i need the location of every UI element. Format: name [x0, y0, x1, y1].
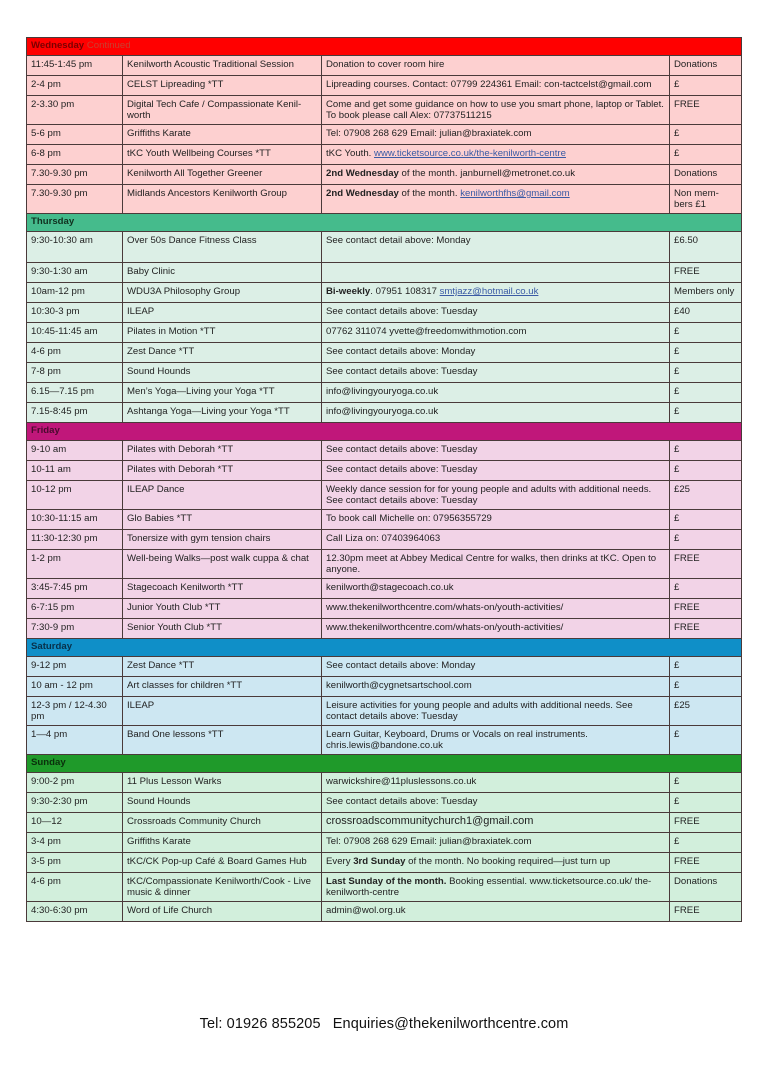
- time-cell: 4:30-6:30 pm: [27, 902, 123, 922]
- details-cell: [322, 510, 670, 530]
- price-cell: £: [670, 657, 742, 677]
- details-cell: [322, 323, 670, 343]
- price-cell: £: [670, 441, 742, 461]
- details-text: To book call Michelle on: 07956355729: [326, 513, 492, 524]
- day-header-cell: [27, 639, 742, 657]
- day-suffix: Continued: [86, 40, 131, 51]
- table-row: [27, 550, 742, 579]
- details-cell: [322, 550, 670, 579]
- details-text: crossroadscommunitychurch1@gmail.com: [326, 815, 534, 827]
- details-text: Last Sunday of the month.: [326, 876, 447, 887]
- details-cell: [322, 343, 670, 363]
- table-row: [27, 697, 742, 726]
- day-header-cell: [27, 423, 742, 441]
- time-cell: 9:30-10:30 am: [27, 232, 123, 263]
- price-cell: £: [670, 530, 742, 550]
- activity-cell: Sound Hounds: [123, 793, 322, 813]
- table-row: [27, 813, 742, 833]
- time-cell: 3:45-7:45 pm: [27, 579, 123, 599]
- details-link[interactable]: kenilworthfhs@gmail.com: [460, 188, 570, 199]
- table-row: [27, 873, 742, 902]
- details-text: Come and get some guidance on how to use you smart phone, laptop or Tablet. To book please call Alex: 07737511215: [326, 99, 664, 121]
- activity-cell: Over 50s Dance Fitness Class: [123, 232, 322, 263]
- table-row: [27, 283, 742, 303]
- activity-cell: Sound Hounds: [123, 363, 322, 383]
- table-row: [27, 793, 742, 813]
- details-text: info@livingyouryoga.co.uk: [326, 406, 439, 417]
- details-link[interactable]: smtjazz@hotmail.co.uk: [439, 286, 539, 297]
- table-row: [27, 232, 742, 263]
- table-row: [27, 125, 742, 145]
- table-row: [27, 56, 742, 76]
- details-cell: [322, 383, 670, 403]
- time-cell: 6.15—7.15 pm: [27, 383, 123, 403]
- table-row: [27, 165, 742, 185]
- activity-cell: Digital Tech Cafe / Compassionate Kenil-worth: [123, 96, 322, 125]
- details-cell: [322, 657, 670, 677]
- table-row: [27, 773, 742, 793]
- schedule-body: [27, 38, 742, 922]
- day-name: Wednesday: [31, 40, 85, 51]
- details-text: Every: [326, 856, 354, 867]
- price-cell: £40: [670, 303, 742, 323]
- time-cell: 7.15-8:45 pm: [27, 403, 123, 423]
- time-cell: 9:30-1:30 am: [27, 263, 123, 283]
- price-cell: £: [670, 510, 742, 530]
- time-cell: 7.30-9.30 pm: [27, 165, 123, 185]
- price-cell: Non mem-bers £1: [670, 185, 742, 214]
- time-cell: 9-10 am: [27, 441, 123, 461]
- details-text: Tel: 07908 268 629 Email: julian@braxiatek.com: [326, 836, 532, 847]
- details-text: Booking essential. www.ticketsource.co.uk/ the-kenilworth-centre: [326, 876, 652, 898]
- activity-cell: Ashtanga Yoga—Living your Yoga *TT: [123, 403, 322, 423]
- price-cell: £: [670, 726, 742, 755]
- table-row: [27, 383, 742, 403]
- price-cell: £: [670, 793, 742, 813]
- details-text: 2nd Wednesday: [326, 168, 399, 179]
- price-cell: £: [670, 145, 742, 165]
- time-cell: 10:45-11:45 am: [27, 323, 123, 343]
- price-cell: £25: [670, 697, 742, 726]
- price-cell: £: [670, 773, 742, 793]
- time-cell: 9-12 pm: [27, 657, 123, 677]
- price-cell: £: [670, 677, 742, 697]
- table-row: [27, 853, 742, 873]
- details-cell: [322, 619, 670, 639]
- time-cell: 7:30-9 pm: [27, 619, 123, 639]
- activity-cell: Kenilworth Acoustic Traditional Session: [123, 56, 322, 76]
- activity-cell: ILEAP Dance: [123, 481, 322, 510]
- table-row: [27, 530, 742, 550]
- details-cell: [322, 833, 670, 853]
- day-header-sunday: [27, 755, 742, 773]
- time-cell: 10—12: [27, 813, 123, 833]
- time-cell: 1-2 pm: [27, 550, 123, 579]
- details-text: admin@wol.org.uk: [326, 905, 406, 916]
- day-header-wednesday: [27, 38, 742, 56]
- details-text: 07762 311074 yvette@freedomwithmotion.com: [326, 326, 527, 337]
- price-cell: Donations: [670, 56, 742, 76]
- details-text: warwickshire@11pluslessons.co.uk: [326, 776, 477, 787]
- footer-email[interactable]: Enquiries@thekenilworthcentre.com: [332, 1016, 569, 1032]
- details-text: kenilworth@cygnetsartschool.com: [326, 680, 472, 691]
- table-row: [27, 599, 742, 619]
- price-cell: £: [670, 76, 742, 96]
- time-cell: 3-4 pm: [27, 833, 123, 853]
- price-cell: £: [670, 125, 742, 145]
- day-name: Saturday: [31, 641, 73, 652]
- details-cell: [322, 56, 670, 76]
- price-cell: £25: [670, 481, 742, 510]
- details-text: of the month. janburnell@metronet.co.uk: [398, 168, 576, 179]
- price-cell: FREE: [670, 599, 742, 619]
- day-header-cell: [27, 755, 742, 773]
- details-text: Bi-weekly: [326, 286, 371, 297]
- details-text: of the month. No booking required—just turn up: [405, 856, 611, 867]
- time-cell: 5-6 pm: [27, 125, 123, 145]
- details-text: kenilworth@stagecoach.co.uk: [326, 582, 454, 593]
- table-row: [27, 510, 742, 530]
- day-name: Sunday: [31, 757, 66, 768]
- day-name: Friday: [31, 425, 60, 436]
- details-text: See contact details above: Tuesday: [326, 796, 478, 807]
- table-row: [27, 303, 742, 323]
- table-row: [27, 263, 742, 283]
- footer-phone: Tel: 01926 855205: [199, 1016, 321, 1032]
- table-row: [27, 145, 742, 165]
- price-cell: FREE: [670, 853, 742, 873]
- details-cell: [322, 677, 670, 697]
- details-text: www.thekenilworthcentre.com/whats-on/youth-activities/: [326, 602, 564, 613]
- activity-cell: Midlands Ancestors Kenilworth Group: [123, 185, 322, 214]
- details-cell: [322, 530, 670, 550]
- activity-cell: Crossroads Community Church: [123, 813, 322, 833]
- details-cell: [322, 873, 670, 902]
- activity-cell: Art classes for children *TT: [123, 677, 322, 697]
- details-cell: [322, 363, 670, 383]
- activity-cell: WDU3A Philosophy Group: [123, 283, 322, 303]
- price-cell: £: [670, 363, 742, 383]
- table-row: [27, 619, 742, 639]
- time-cell: 12-3 pm / 12-4.30 pm: [27, 697, 123, 726]
- time-cell: 10am-12 pm: [27, 283, 123, 303]
- activity-cell: Glo Babies *TT: [123, 510, 322, 530]
- time-cell: 9:00-2 pm: [27, 773, 123, 793]
- weekly-schedule-table: [26, 37, 742, 922]
- activity-cell: Pilates with Deborah *TT: [123, 461, 322, 481]
- time-cell: 10:30-3 pm: [27, 303, 123, 323]
- time-cell: 9:30-2:30 pm: [27, 793, 123, 813]
- details-cell: [322, 793, 670, 813]
- table-row: [27, 441, 742, 461]
- details-cell: [322, 726, 670, 755]
- table-row: [27, 461, 742, 481]
- price-cell: £: [670, 343, 742, 363]
- activity-cell: CELST Lipreading *TT: [123, 76, 322, 96]
- time-cell: 6-8 pm: [27, 145, 123, 165]
- activity-cell: 11 Plus Lesson Warks: [123, 773, 322, 793]
- details-text: www.thekenilworthcentre.com/whats-on/youth-activities/: [326, 622, 564, 633]
- details-text: tKC Youth.: [326, 148, 375, 159]
- table-row: [27, 76, 742, 96]
- table-row: [27, 902, 742, 922]
- price-cell: FREE: [670, 263, 742, 283]
- price-cell: £: [670, 461, 742, 481]
- details-text: Call Liza on: 07403964063: [326, 533, 441, 544]
- details-cell: [322, 441, 670, 461]
- day-name: Thursday: [31, 216, 75, 227]
- activity-cell: tKC/CK Pop-up Café & Board Games Hub: [123, 853, 322, 873]
- day-header-thursday: [27, 214, 742, 232]
- activity-cell: Baby Clinic: [123, 263, 322, 283]
- time-cell: 11:45-1:45 pm: [27, 56, 123, 76]
- details-text: See contact details above: Tuesday: [326, 444, 478, 455]
- activity-cell: Well-being Walks—post walk cuppa & chat: [123, 550, 322, 579]
- details-link[interactable]: www.ticketsource.co.uk/the-kenilworth-centre: [374, 148, 566, 159]
- table-row: [27, 726, 742, 755]
- details-cell: [322, 579, 670, 599]
- activity-cell: Zest Dance *TT: [123, 657, 322, 677]
- details-text: See contact details above: Tuesday: [326, 306, 478, 317]
- price-cell: £: [670, 323, 742, 343]
- time-cell: 7.30-9.30 pm: [27, 185, 123, 214]
- details-text: . 07951 108317: [370, 286, 440, 297]
- time-cell: 7-8 pm: [27, 363, 123, 383]
- activity-cell: Band One lessons *TT: [123, 726, 322, 755]
- time-cell: 4-6 pm: [27, 873, 123, 902]
- activity-cell: ILEAP: [123, 697, 322, 726]
- details-text: Lipreading courses. Contact: 07799 224361 Email: con-tactcelst@gmail.com: [326, 79, 652, 90]
- details-text: Leisure activities for young people and adults with additional needs. See contact details above: Tuesday: [326, 700, 633, 722]
- price-cell: Members only: [670, 283, 742, 303]
- price-cell: FREE: [670, 96, 742, 125]
- price-cell: Donations: [670, 165, 742, 185]
- price-cell: FREE: [670, 813, 742, 833]
- details-cell: [322, 853, 670, 873]
- activity-cell: tKC Youth Wellbeing Courses *TT: [123, 145, 322, 165]
- footer-contact: [0, 1016, 768, 1032]
- details-cell: [322, 125, 670, 145]
- details-cell: [322, 76, 670, 96]
- time-cell: 10-12 pm: [27, 481, 123, 510]
- day-header-saturday: [27, 639, 742, 657]
- time-cell: 6-7:15 pm: [27, 599, 123, 619]
- time-cell: 10-11 am: [27, 461, 123, 481]
- details-text: See contact details above: Tuesday: [326, 464, 478, 475]
- details-text: Tel: 07908 268 629 Email: julian@braxiatek.com: [326, 128, 532, 139]
- activity-cell: Pilates in Motion *TT: [123, 323, 322, 343]
- time-cell: 4-6 pm: [27, 343, 123, 363]
- table-row: [27, 833, 742, 853]
- details-cell: [322, 773, 670, 793]
- table-row: [27, 403, 742, 423]
- details-cell: [322, 145, 670, 165]
- activity-cell: Kenilworth All Together Greener: [123, 165, 322, 185]
- price-cell: Donations: [670, 873, 742, 902]
- details-cell: [322, 697, 670, 726]
- details-cell: [322, 283, 670, 303]
- details-text: See contact details above: Tuesday: [326, 366, 478, 377]
- table-row: [27, 343, 742, 363]
- details-cell: [322, 96, 670, 125]
- details-cell: [322, 165, 670, 185]
- details-cell: [322, 263, 670, 283]
- price-cell: FREE: [670, 550, 742, 579]
- details-text: Donation to cover room hire: [326, 59, 445, 70]
- price-cell: £: [670, 403, 742, 423]
- activity-cell: Word of Life Church: [123, 902, 322, 922]
- day-header-cell: [27, 214, 742, 232]
- activity-cell: Stagecoach Kenilworth *TT: [123, 579, 322, 599]
- day-header-cell: [27, 38, 742, 56]
- details-cell: [322, 232, 670, 263]
- details-text: See contact detail above: Monday: [326, 235, 471, 246]
- activity-cell: Zest Dance *TT: [123, 343, 322, 363]
- time-cell: 2-4 pm: [27, 76, 123, 96]
- activity-cell: Tonersize with gym tension chairs: [123, 530, 322, 550]
- table-row: [27, 185, 742, 214]
- time-cell: 11:30-12:30 pm: [27, 530, 123, 550]
- price-cell: FREE: [670, 619, 742, 639]
- table-row: [27, 323, 742, 343]
- time-cell: 10 am - 12 pm: [27, 677, 123, 697]
- details-cell: [322, 403, 670, 423]
- activity-cell: Griffiths Karate: [123, 125, 322, 145]
- time-cell: 10:30-11:15 am: [27, 510, 123, 530]
- activity-cell: Griffiths Karate: [123, 833, 322, 853]
- details-text: Weekly dance session for for young people and adults with additional needs. See contact details above: Tuesday: [326, 484, 652, 506]
- details-cell: [322, 599, 670, 619]
- activity-cell: ILEAP: [123, 303, 322, 323]
- time-cell: 1—4 pm: [27, 726, 123, 755]
- price-cell: £6.50: [670, 232, 742, 263]
- activity-cell: Senior Youth Club *TT: [123, 619, 322, 639]
- details-cell: [322, 461, 670, 481]
- table-row: [27, 677, 742, 697]
- details-text: of the month.: [398, 188, 461, 199]
- details-text: See contact details above: Monday: [326, 660, 476, 671]
- price-cell: FREE: [670, 902, 742, 922]
- table-row: [27, 481, 742, 510]
- details-text: 2nd Wednesday: [326, 188, 399, 199]
- price-cell: £: [670, 383, 742, 403]
- table-row: [27, 96, 742, 125]
- details-text: 12.30pm meet at Abbey Medical Centre for walks, then drinks at tKC. Open to anyone.: [326, 553, 657, 575]
- details-cell: [322, 481, 670, 510]
- activity-cell: Junior Youth Club *TT: [123, 599, 322, 619]
- day-header-friday: [27, 423, 742, 441]
- table-row: [27, 579, 742, 599]
- activity-cell: Men’s Yoga—Living your Yoga *TT: [123, 383, 322, 403]
- table-row: [27, 363, 742, 383]
- details-cell: [322, 902, 670, 922]
- details-text: info@livingyouryoga.co.uk: [326, 386, 439, 397]
- details-text: See contact details above: Monday: [326, 346, 476, 357]
- details-text: 3rd Sunday: [353, 856, 406, 867]
- activity-cell: Pilates with Deborah *TT: [123, 441, 322, 461]
- details-cell: [322, 813, 670, 833]
- table-row: [27, 657, 742, 677]
- activity-cell: tKC/Compassionate Kenilworth/Cook - Live music & dinner: [123, 873, 322, 902]
- time-cell: 3-5 pm: [27, 853, 123, 873]
- time-cell: 2-3.30 pm: [27, 96, 123, 125]
- price-cell: £: [670, 833, 742, 853]
- details-text: Learn Guitar, Keyboard, Drums or Vocals on real instruments. chris.lewis@bandone.co.uk: [326, 729, 588, 751]
- details-cell: [322, 185, 670, 214]
- details-cell: [322, 303, 670, 323]
- price-cell: £: [670, 579, 742, 599]
